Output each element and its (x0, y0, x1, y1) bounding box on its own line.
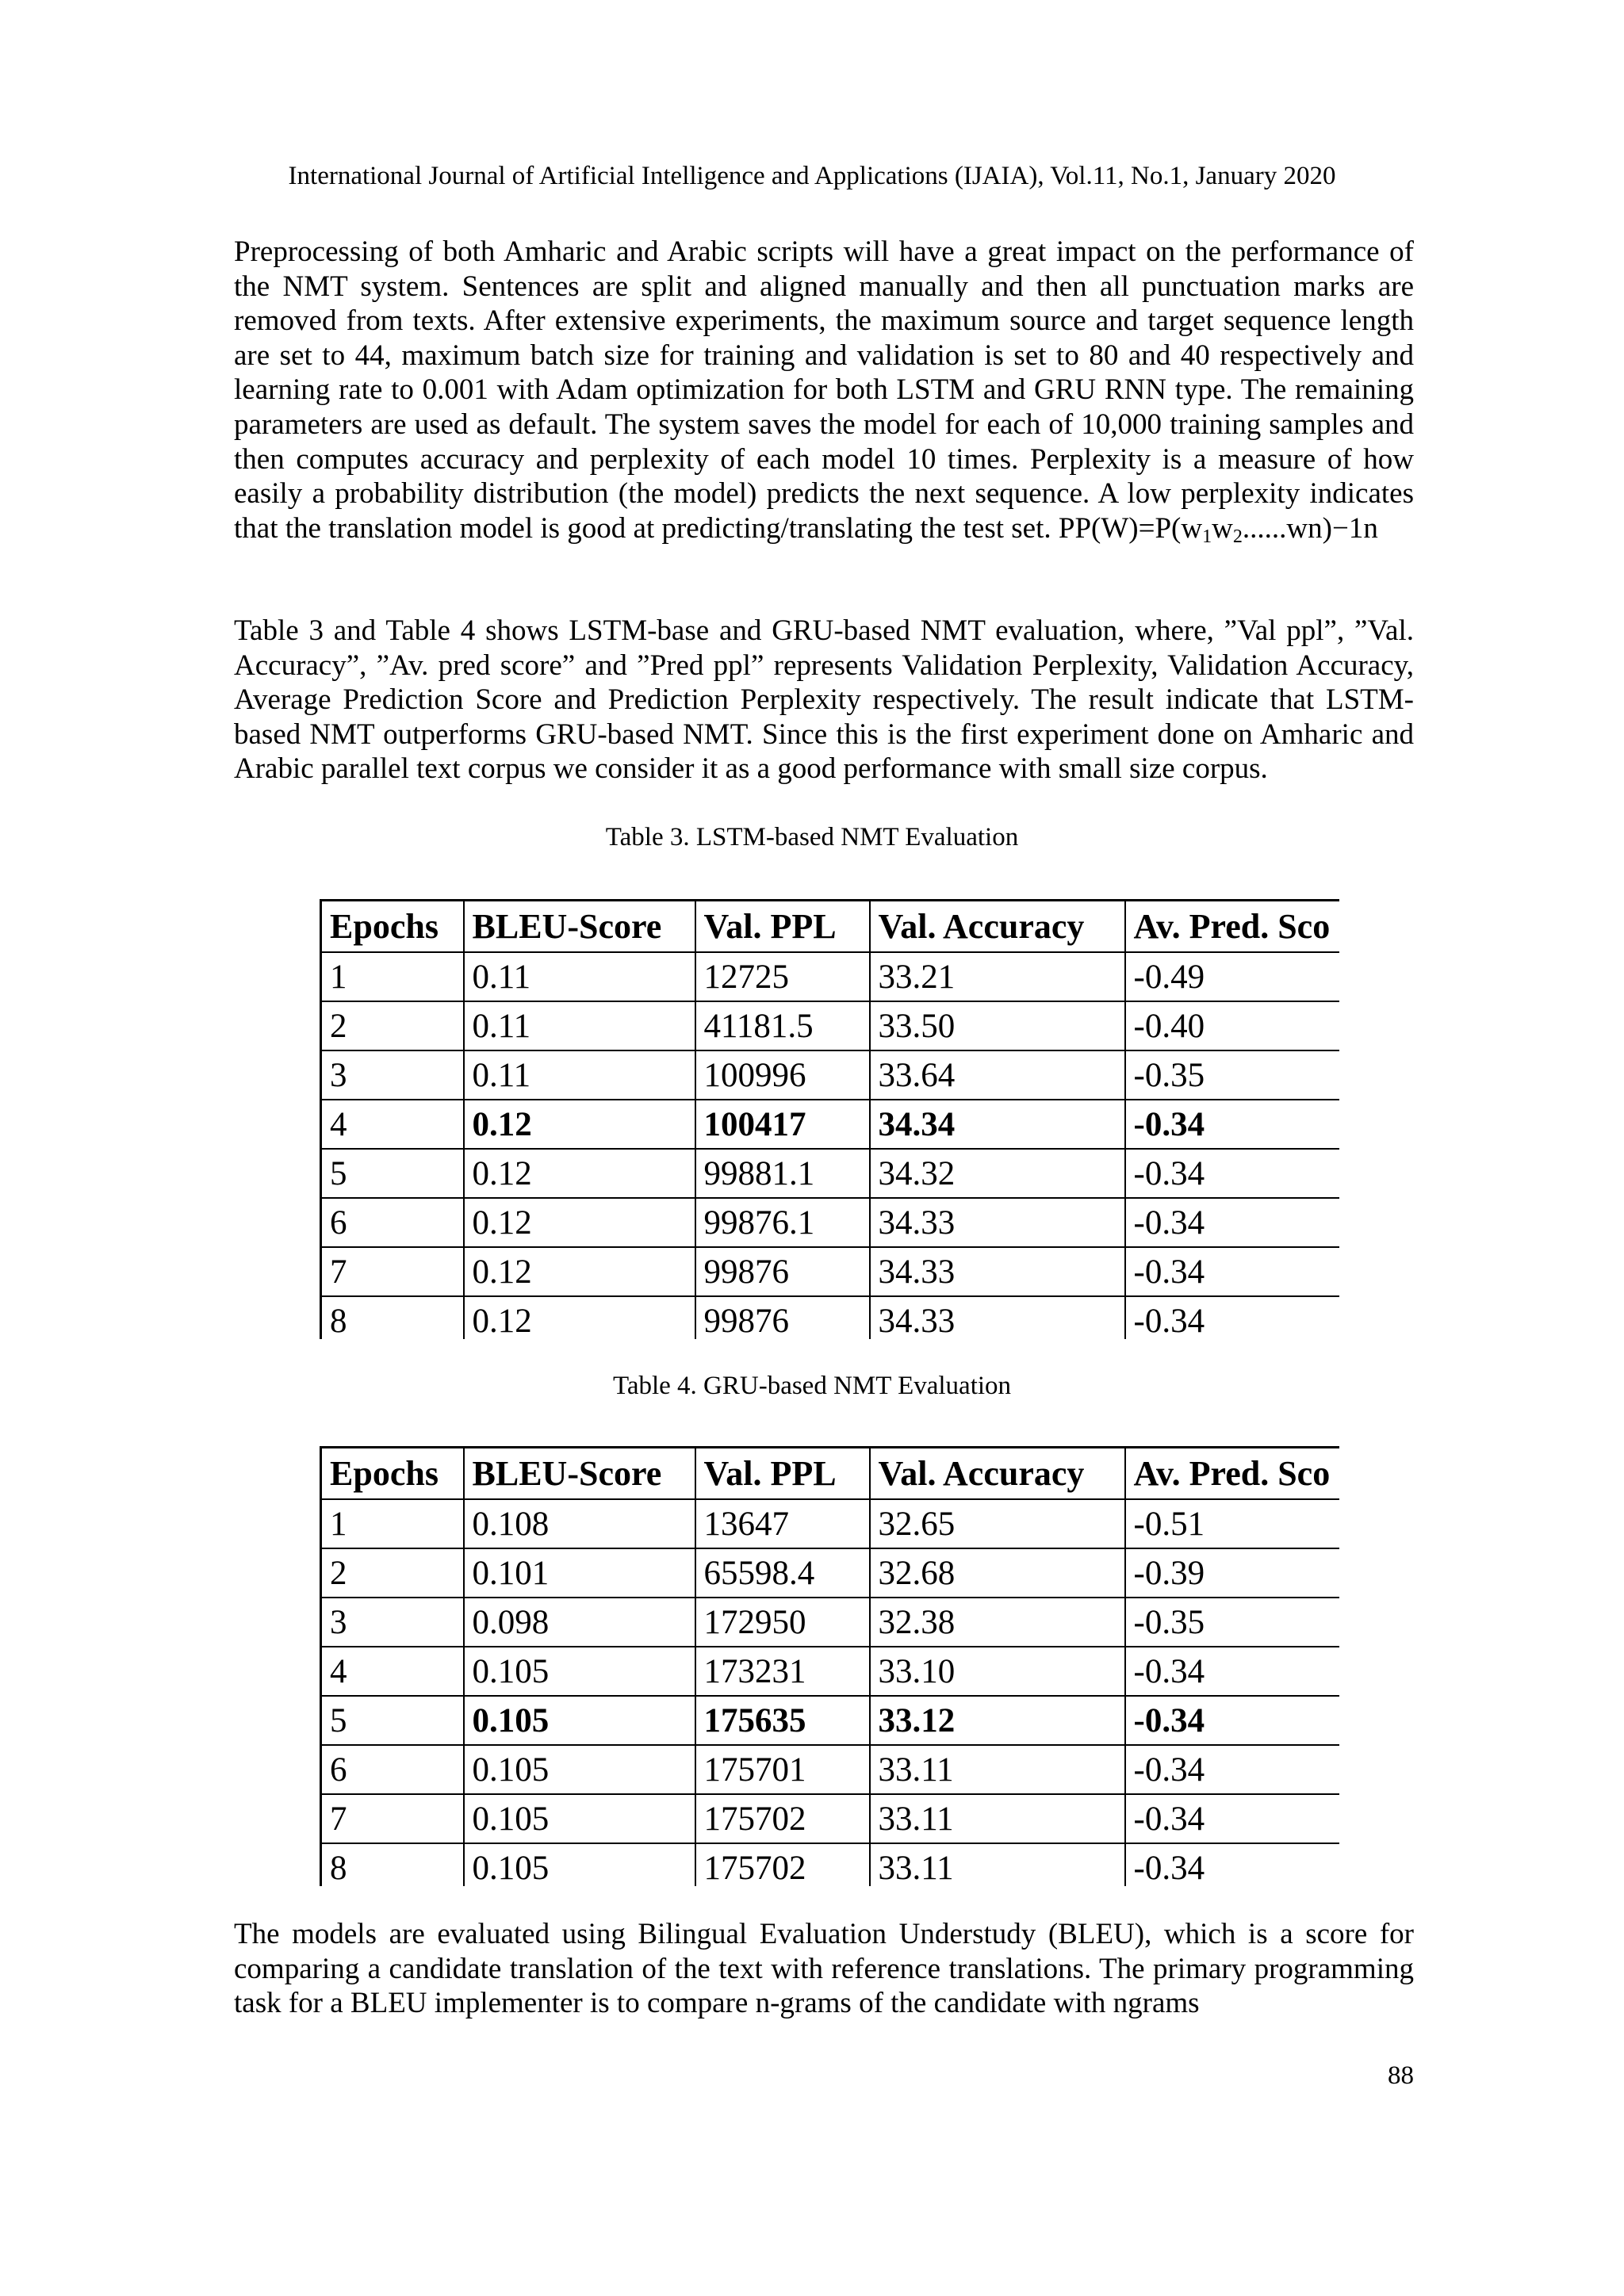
table-cell: 175635 (695, 1696, 870, 1745)
table-cell: 1 (321, 1499, 464, 1548)
table-cell: 33.12 (870, 1696, 1125, 1745)
table4-caption: Table 4. GRU-based NMT Evaluation (612, 1372, 1012, 1400)
table3-header-cell: Val. PPL (695, 901, 870, 953)
paragraph-preprocessing (234, 235, 1414, 545)
table-row (321, 1296, 1340, 1339)
table-cell: 3 (321, 1598, 464, 1647)
table-cell: -0.34 (1125, 1247, 1340, 1296)
table-cell: 100417 (695, 1100, 870, 1149)
table-cell: 65598.4 (695, 1548, 870, 1598)
table-cell: -0.34 (1125, 1198, 1340, 1247)
table-cell: 173231 (695, 1647, 870, 1696)
table-cell: 0.12 (464, 1247, 695, 1296)
table-cell: -0.39 (1125, 1548, 1340, 1598)
table-cell: 172950 (695, 1598, 870, 1647)
table-row (321, 1050, 1340, 1100)
table-cell: 175701 (695, 1745, 870, 1794)
table4-grid (320, 1446, 1339, 1886)
table-row (321, 1198, 1340, 1247)
table3 (320, 899, 1339, 1339)
table4-header-cell: Val. PPL (695, 1448, 870, 1500)
table-cell: 2 (321, 1548, 464, 1598)
table-cell: 32.68 (870, 1548, 1125, 1598)
table3-header-row (321, 901, 1340, 953)
table-cell: 33.11 (870, 1794, 1125, 1843)
table-cell: 0.098 (464, 1598, 695, 1647)
table-cell: -0.35 (1125, 1050, 1340, 1100)
table-cell: -0.34 (1125, 1794, 1340, 1843)
table4 (320, 1446, 1339, 1886)
table-cell: -0.51 (1125, 1499, 1340, 1548)
table-cell: 0.11 (464, 1050, 695, 1100)
table-row (321, 1745, 1340, 1794)
table-cell: 0.108 (464, 1499, 695, 1548)
table3-grid (320, 899, 1339, 1339)
table3-header-cell: Val. Accuracy (870, 901, 1125, 953)
table-row (321, 1843, 1340, 1886)
table4-header-cell: BLEU-Score (464, 1448, 695, 1500)
table4-header-cell: Av. Pred. Sco (1125, 1448, 1340, 1500)
table-cell: 8 (321, 1843, 464, 1886)
running-header: International Journal of Artificial Intelligence and Applications (IJAIA), Vol.11, No.1, January 2020 (288, 162, 1336, 190)
table-cell: 6 (321, 1198, 464, 1247)
table-cell: 34.33 (870, 1296, 1125, 1339)
table-cell: -0.35 (1125, 1598, 1340, 1647)
table-row (321, 1598, 1340, 1647)
table-row-best (321, 1100, 1340, 1149)
table4-header-cell: Epochs (321, 1448, 464, 1500)
table-row (321, 1001, 1340, 1050)
page-number: 88 (1388, 2061, 1414, 2090)
table-cell: 0.12 (464, 1296, 695, 1339)
table-cell: 0.12 (464, 1198, 695, 1247)
table-cell: 3 (321, 1050, 464, 1100)
table-cell: 32.65 (870, 1499, 1125, 1548)
table3-caption: Table 3. LSTM-based NMT Evaluation (605, 823, 1019, 851)
table-cell: 7 (321, 1247, 464, 1296)
table-row (321, 1247, 1340, 1296)
table-cell: 4 (321, 1100, 464, 1149)
table-cell: -0.34 (1125, 1647, 1340, 1696)
table-cell: -0.49 (1125, 952, 1340, 1001)
table-cell: 0.105 (464, 1745, 695, 1794)
table-cell: 1 (321, 952, 464, 1001)
table-cell: 0.12 (464, 1100, 695, 1149)
table-cell: 99876.1 (695, 1198, 870, 1247)
table-cell: 0.105 (464, 1647, 695, 1696)
table-row (321, 1548, 1340, 1598)
table-cell: 175702 (695, 1794, 870, 1843)
table-cell: -0.34 (1125, 1149, 1340, 1198)
table3-header-cell: BLEU-Score (464, 901, 695, 953)
table-row (321, 952, 1340, 1001)
table-cell: 2 (321, 1001, 464, 1050)
table-cell: 33.10 (870, 1647, 1125, 1696)
table-cell: 99876 (695, 1296, 870, 1339)
table-cell: 34.34 (870, 1100, 1125, 1149)
table4-header-row (321, 1448, 1340, 1500)
table-cell: 32.38 (870, 1598, 1125, 1647)
table-cell: 33.21 (870, 952, 1125, 1001)
table-cell: 7 (321, 1794, 464, 1843)
table-cell: -0.34 (1125, 1696, 1340, 1745)
table-cell: 34.33 (870, 1198, 1125, 1247)
table-cell: 0.12 (464, 1149, 695, 1198)
paragraph-bleu: The models are evaluated using Bilingual Evaluation Understudy (BLEU), which is a score for comparing a candidate translation of the text with reference translations. The primary programming task for a BLEU implementer is to compare n-grams of the candidate with ngrams (234, 1918, 1414, 2020)
table-row (321, 1647, 1340, 1696)
table-cell: -0.34 (1125, 1100, 1340, 1149)
table-cell: 34.32 (870, 1149, 1125, 1198)
table3-header-cell: Av. Pred. Sco (1125, 901, 1340, 953)
table-cell: 34.33 (870, 1247, 1125, 1296)
table-cell: 0.105 (464, 1843, 695, 1886)
table-cell: 4 (321, 1647, 464, 1696)
paragraph-preprocessing-text: Preprocessing of both Amharic and Arabic scripts will have a great impact on the performance of the NMT system. Sentences are split and aligned manually and then all punctuation marks are removed from texts. After extensive experiments, the maximum source and target sequence length are set to 44, maximum batch size for training and validation is set to 80 and 40 respectively and learning rate to 0.001 with Adam optimization for both LSTM and GRU RNN type. The remaining parameters are used as default. The system saves the model for each of 10,000 training samples and then computes accuracy and perplexity of each model 10 times. Perplexity is a measure of how easily a probability distribution (the model) predicts the next sequence. A low perplexity indicates that the translation model is good at predicting/translating the test set. (234, 235, 1414, 545)
table-cell: 100996 (695, 1050, 870, 1100)
table-cell: -0.34 (1125, 1296, 1340, 1339)
table-cell: 6 (321, 1745, 464, 1794)
table-cell: 41181.5 (695, 1001, 870, 1050)
table-cell: 99876 (695, 1247, 870, 1296)
table-cell: 0.11 (464, 952, 695, 1001)
table-cell: 5 (321, 1696, 464, 1745)
table-cell: 175702 (695, 1843, 870, 1886)
table-cell: 99881.1 (695, 1149, 870, 1198)
table-cell: 8 (321, 1296, 464, 1339)
table3-header-cell: Epochs (321, 901, 464, 953)
table-row (321, 1794, 1340, 1843)
table-cell: 0.105 (464, 1696, 695, 1745)
table-row-best (321, 1696, 1340, 1745)
table-cell: 0.11 (464, 1001, 695, 1050)
perplexity-formula: $PP(W)=P(w_1w_2......wn)-1n$ (1058, 511, 1378, 547)
table-row (321, 1499, 1340, 1548)
table-row (321, 1149, 1340, 1198)
table-cell: 0.105 (464, 1794, 695, 1843)
table-cell: 13647 (695, 1499, 870, 1548)
table-cell: 33.11 (870, 1745, 1125, 1794)
table4-header-cell: Val. Accuracy (870, 1448, 1125, 1500)
table-cell: 33.64 (870, 1050, 1125, 1100)
paragraph-evaluation: Table 3 and Table 4 shows LSTM-base and GRU-based NMT evaluation, where, ”Val ppl”, ”Val. Accuracy”, ”Av. pred score” and ”Pred ppl” represents Validation Perplexity, Validation Accuracy, Average Prediction Score and Prediction Perplexity respectively. The result indicate that LSTM-based NMT outperforms GRU-based NMT. Since this is the first experiment done on Amharic and Arabic parallel text corpus we consider it as a good performance with small size corpus. (234, 614, 1414, 786)
table-cell: 12725 (695, 952, 870, 1001)
table-cell: 5 (321, 1149, 464, 1198)
table-cell: 33.50 (870, 1001, 1125, 1050)
table-cell: 33.11 (870, 1843, 1125, 1886)
table-cell: 0.101 (464, 1548, 695, 1598)
table-cell: -0.40 (1125, 1001, 1340, 1050)
table-cell: -0.34 (1125, 1745, 1340, 1794)
table-cell: -0.34 (1125, 1843, 1340, 1886)
